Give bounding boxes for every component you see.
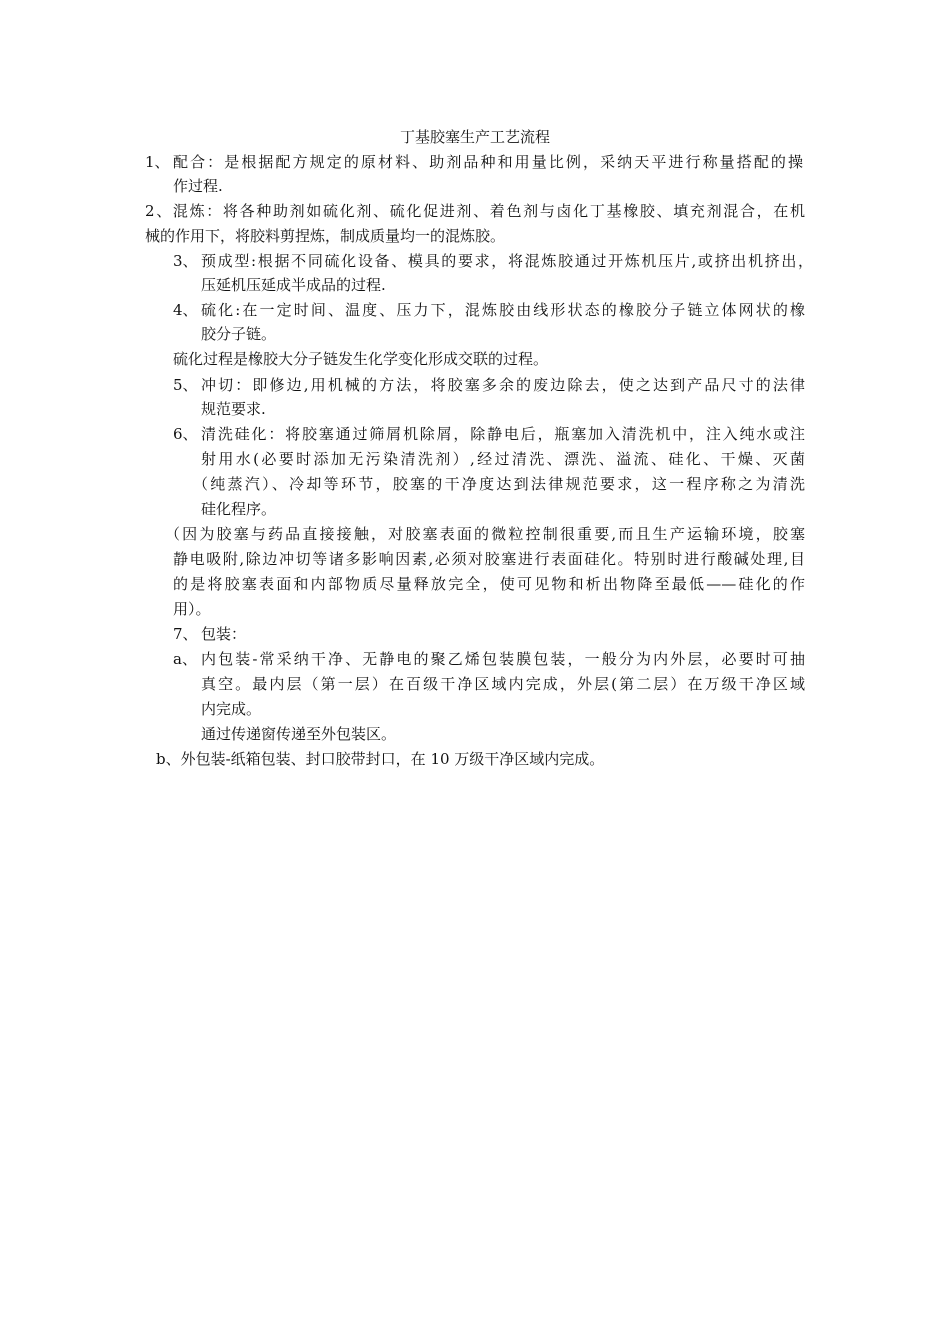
item-4-number: 4、 xyxy=(173,301,198,319)
item-a-line-3: 内完成。 xyxy=(201,700,262,718)
item-6-note-line-3: 的是将胶塞表面和内部物质尽量释放完全，使可见物和析出物降至最低——硅化的作 xyxy=(173,575,805,593)
item-5-line-2: 规范要求. xyxy=(201,400,266,418)
item-a-line-4: 通过传递窗传递至外包装区。 xyxy=(201,725,397,743)
item-a-number: a、 xyxy=(173,650,197,668)
item-6-note-line-2: 静电吸附,除边冲切等诸多影响因素,必须对胶塞进行表面硅化。特别时进行酸碱处理,目 xyxy=(173,550,805,568)
item-1-line-2: 作过程. xyxy=(173,177,223,195)
item-2-line-2: 械的作用下，将胶料剪捏炼，制成质量均一的混炼胶。 xyxy=(145,227,506,245)
item-6-line-4: 硅化程序。 xyxy=(201,500,277,518)
item-2-line-1: 2、混炼：将各种助剂如硫化剂、硫化促进剂、着色剂与卤化丁基橡胶、填充剂混合，在机 xyxy=(145,202,805,220)
item-3-number: 3、 xyxy=(173,252,198,270)
item-a-line-2: 真空。最内层（第一层）在百级干净区域内完成，外层(第二层）在万级干净区域 xyxy=(201,675,805,693)
document-title: 丁基胶塞生产工艺流程 xyxy=(399,128,550,146)
item-7-line-1: 包装： xyxy=(201,625,247,643)
item-5-number: 5、 xyxy=(173,376,198,394)
item-6-number: 6、 xyxy=(173,425,198,443)
item-4-note: 硫化过程是橡胶大分子链发生化学变化形成交联的过程。 xyxy=(173,350,549,368)
item-6-note-line-1: （因为胶塞与药品直接接触，对胶塞表面的微粒控制很重要,而且生产运输环境，胶塞 xyxy=(165,525,805,543)
item-6-line-3: （纯蒸汽）、冷却等环节，胶塞的干净度达到法律规范要求，这一程序称之为清洗 xyxy=(193,475,805,493)
item-4-line-1: 硫化:在一定时间、温度、压力下，混炼胶由线形状态的橡胶分子链立体网状的橡 xyxy=(201,301,805,319)
item-a-line-1: 内包装-常采纳干净、无静电的聚乙烯包装膜包装，一般分为内外层，必要时可抽 xyxy=(201,650,805,668)
item-6-line-2: 射用水(必要时添加无污染清洗剂）,经过清洗、漂洗、溢流、硅化、干燥、灭菌 xyxy=(201,450,805,468)
item-6-line-1: 清洗硅化：将胶塞通过筛屑机除屑，除静电后，瓶塞加入清洗机中，注入纯水或注 xyxy=(201,425,805,443)
item-3-line-2: 压延机压延成半成品的过程. xyxy=(201,276,386,294)
item-1-line-1: 配合：是根据配方规定的原材料、助剂品种和用量比例，采纳天平进行称量搭配的操 xyxy=(173,153,803,171)
item-1-number: 1、 xyxy=(145,153,170,171)
item-6-note-line-4: 用）。 xyxy=(173,600,211,618)
item-5-line-1: 冲切：即修边,用机械的方法，将胶塞多余的废边除去，使之达到产品尺寸的法律 xyxy=(201,376,805,394)
item-b-line-1: b、外包装-纸箱包装、封口胶带封口，在 10 万级干净区域内完成。 xyxy=(156,750,605,768)
item-3-line-1: 预成型:根据不同硫化设备、模具的要求，将混炼胶通过开炼机压片,或挤出机挤出， xyxy=(201,252,813,270)
item-7-number: 7、 xyxy=(173,625,198,643)
item-4-line-2: 胶分子链。 xyxy=(201,325,277,343)
